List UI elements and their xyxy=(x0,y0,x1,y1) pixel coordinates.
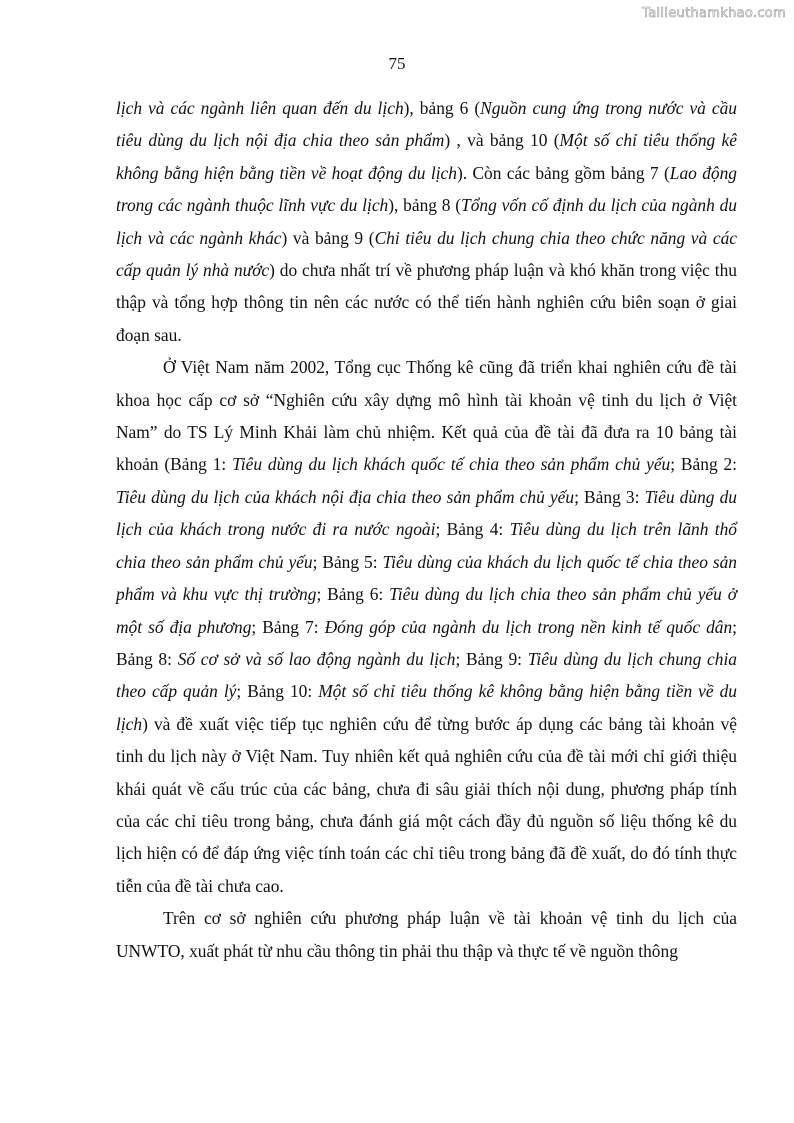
text-run: ; Bảng 9: xyxy=(455,648,528,669)
page-number: 75 xyxy=(388,54,406,73)
text-run: Tiêu dùng du lịch chia theo sản phẩm chủ yếu ở một số địa phương xyxy=(116,584,737,637)
text-run: Số cơ sở và số lao động ngành du lịch xyxy=(177,648,456,669)
text-run: Tiêu dùng của khách du lịch quốc tế chia theo sản phẩm và khu vực thị trường xyxy=(116,551,737,605)
text-run: Tiêu dùng du lịch khách quốc tế chia theo sản phẩm chủ yếu xyxy=(232,454,671,475)
text-run: ; Bảng 6: xyxy=(316,584,390,605)
text-run: Đóng góp của ngành du lịch trong nền kinh tế quốc dân xyxy=(324,616,733,637)
text-run: ; Bảng 3: xyxy=(574,486,645,507)
body-text xyxy=(116,92,737,967)
text-run: Tiêu dùng du lịch của khách trong nước đi ra nước ngoài xyxy=(116,486,737,540)
text-run: Tổng vốn cố định du lịch của ngành du lịch và các ngành khác xyxy=(116,195,737,248)
text-run: ), bảng 8 ( xyxy=(388,195,462,216)
text-run: Tiêu dùng du lịch chung chia theo cấp quản lý xyxy=(116,648,737,702)
text-run: ; Bảng 2: xyxy=(670,454,738,475)
text-run: ) , và bảng 10 ( xyxy=(444,130,560,151)
text-run: ; Bảng 4: xyxy=(435,519,510,540)
text-run: Một số chỉ tiêu thống kê không bằng hiện bằng tiền về hoạt động du lịch xyxy=(116,130,737,183)
text-run: ), bảng 6 ( xyxy=(403,98,481,118)
text-run: ) do chưa nhất trí về phương pháp luận và khó khăn trong việc thu thập và tổng hợp thông tin nên các nước có thể tiến hành nghiên cứu biên soạn ở giai đoạn sau. xyxy=(116,260,737,345)
text-run: ; Bảng 10: xyxy=(236,681,319,702)
text-run: Tiêu dùng du lịch của khách nội địa chia theo sản phẩm chủ yếu xyxy=(116,486,575,507)
text-run: ) và đề xuất việc tiếp tục nghiên cứu để từng bước áp dụng các bảng tài khoản vệ tinh du lịch này ở Việt Nam. Tuy nhiên kết quả nghiên cứu của đề tài mới chỉ giới thiệu khái quát về cấu trúc của các bảng, chưa đi sâu giải thích nội dung, phương pháp tính của các chỉ tiêu trong bảng, chưa đánh giá một cách đầy đủ nguồn số liệu thống kê du lịch hiện có để đáp ứng việc tính toán các chỉ tiêu trong bảng đã đề xuất, do đó tính thực tiễn của đề tài chưa cao. xyxy=(116,713,737,896)
text-run: Tiêu dùng du lịch trên lãnh thổ chia theo sản phẩm chủ yếu xyxy=(116,519,737,572)
watermark: Tailieuthamkhao.com xyxy=(642,6,786,21)
text-run: ; Bảng 5: xyxy=(312,551,383,572)
text-run: lịch và các ngành liên quan đến du lịch xyxy=(116,98,404,118)
paragraph-3 xyxy=(116,902,737,967)
text-run: ) và bảng 9 ( xyxy=(281,227,375,248)
text-run: ). Còn các bảng gồm bảng 7 ( xyxy=(456,162,670,183)
paragraph-1 xyxy=(116,92,737,351)
text-run: Lao động trong các ngành thuộc lĩnh vực du lịch xyxy=(116,162,738,216)
text-run: ; Bảng 8: xyxy=(116,616,737,669)
text-run: Ở Việt Nam năm 2002, Tổng cục Thống kê cũng đã triển khai nghiên cứu đề tài khoa học cấp cơ sở “Nghiên cứu xây dựng mô hình tài khoản vệ tinh du lịch ở Việt Nam” do TS Lý Minh Khải làm chủ nhiệm. Kết quả của đề tài đã đưa ra 10 bảng tài khoản (Bảng 1: xyxy=(116,357,737,475)
text-run: Chi tiêu du lịch chung chia theo chức năng và các cấp quản lý nhà nước xyxy=(116,227,737,281)
text-run: Nguồn cung ứng trong nước và cầu tiêu dùng du lịch nội địa chia theo sản phẩm xyxy=(116,98,737,151)
paragraph-2 xyxy=(116,351,737,902)
text-run: Một số chỉ tiêu thống kê không bằng hiện bằng tiền về du lịch xyxy=(116,681,737,734)
text-run: Trên cơ sở nghiên cứu phương pháp luận về tài khoản vệ tinh du lịch của UNWTO, xuất phát từ nhu cầu thông tin phải thu thập và thực tế về nguồn thông xyxy=(116,908,737,961)
text-run: ; Bảng 7: xyxy=(251,616,325,637)
